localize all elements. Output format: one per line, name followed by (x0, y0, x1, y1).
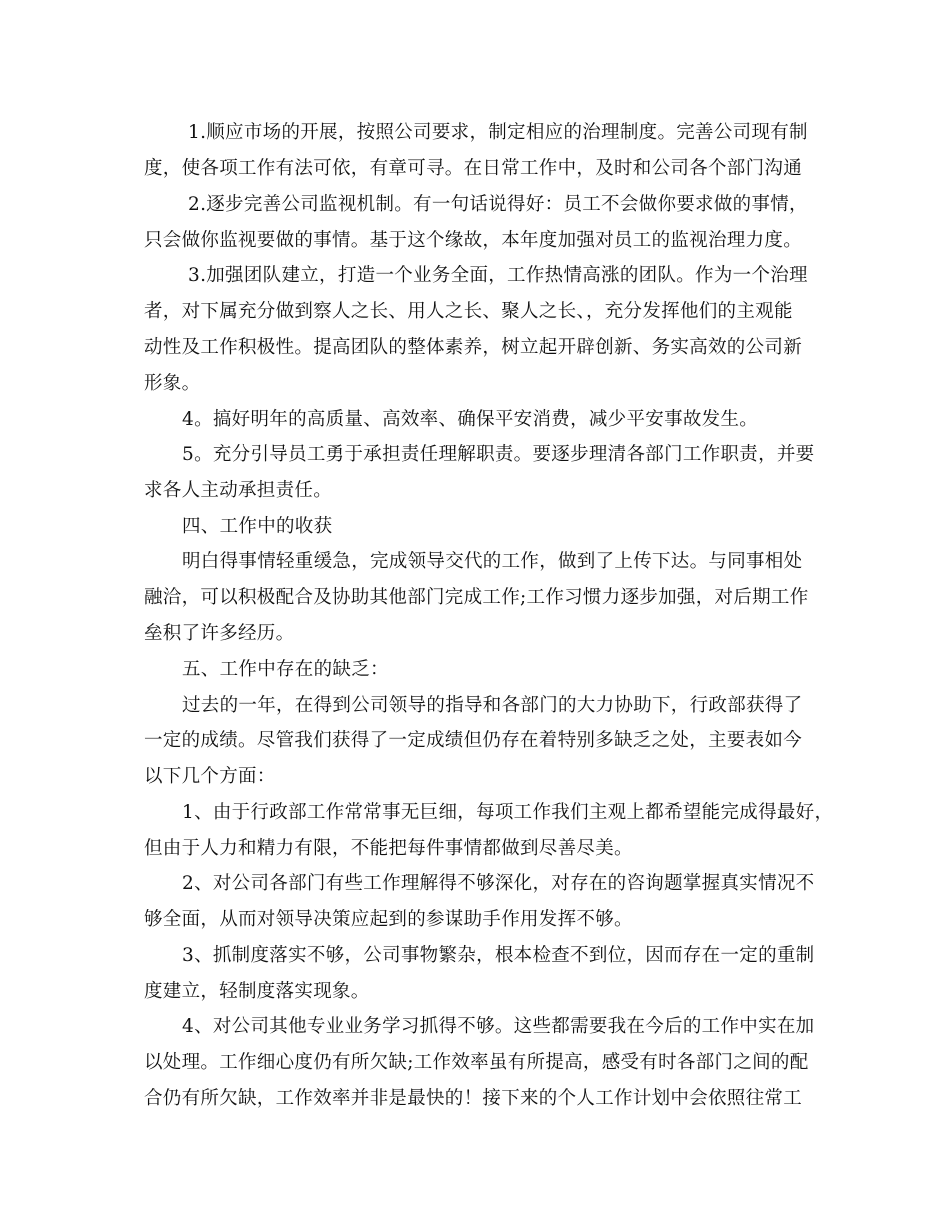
paragraph-6-line-3: 垒积了许多经历。 (144, 623, 295, 644)
paragraph-6-line-1: 明白得事情轻重缓急，完成领导交代的工作，做到了上传下达。与同事相处 (182, 551, 803, 572)
paragraph-9-line-1: 2、对公司各部门有些工作理解得不够深化，对存在的咨询题掌握真实情况不 (182, 873, 815, 894)
paragraph-10-line-2: 度建立，轻制度落实现象。 (144, 981, 370, 1002)
paragraph-6-line-2: 融洽，可以积极配合及协助其他部门完成工作;工作习惯力逐步加强，对后期工作 (144, 587, 809, 608)
paragraph-11-line-2: 以处理。工作细心度仍有所欠缺;工作效率虽有所提高，感受有时各部门之间的配 (144, 1052, 809, 1073)
paragraph-1-line-1: 1.顺应市场的开展，按照公司要求，制定相应的治理制度。完善公司现有制 (188, 122, 808, 143)
paragraph-3-line-4: 形象。 (144, 373, 201, 394)
paragraph-3-line-1: 3.加强团队建立，打造一个业务全面，工作热情高涨的团队。作为一个治理 (188, 265, 808, 286)
paragraph-3-line-2: 者，对下属充分做到察人之长、用人之长、聚人之长、，充分发挥他们的主观能 (144, 301, 793, 322)
paragraph-7-line-3: 以下几个方面： (144, 766, 276, 787)
section-heading-shortcomings: 五、工作中存在的缺乏： (182, 659, 389, 680)
paragraph-4-line-1: 4。搞好明年的高质量、高效率、确保平安消费，减少平安事故发生。 (182, 409, 759, 430)
paragraph-3-line-3: 动性及工作积极性。提高团队的整体素养，树立起开辟创新、务实高效的公司新 (144, 337, 803, 358)
paragraph-5-line-1: 5。充分引导员工勇于承担责任理解职责。要逐步理清各部门工作职责，并要 (182, 444, 815, 465)
paragraph-2-line-2: 只会做你监视要做的事情。基于这个缘故，本年度加强对员工的监视治理力度。 (144, 230, 803, 251)
paragraph-7-line-1: 过去的一年，在得到公司领导的指导和各部门的大力协助下，行政部获得了 (182, 695, 803, 716)
paragraph-10-line-1: 3、抓制度落实不够，公司事物繁杂，根本检查不到位，因而存在一定的重制 (182, 945, 815, 966)
paragraph-8-line-1: 1、由于行政部工作常常事无巨细，每项工作我们主观上都希望能完成得最好， (182, 802, 834, 823)
paragraph-5-line-2: 求各人主动承担责任。 (144, 480, 333, 501)
section-heading-gains: 四、工作中的收获 (182, 516, 333, 537)
paragraph-1-line-2: 度，使各项工作有法可依，有章可寻。在日常工作中，及时和公司各个部门沟通 (144, 158, 803, 179)
paragraph-7-line-2: 一定的成绩。尽管我们获得了一定成绩但仍存在着特别多缺乏之处，主要表如今 (144, 730, 803, 751)
paragraph-9-line-2: 够全面，从而对领导决策应起到的参谋助手作用发挥不够。 (144, 909, 633, 930)
paragraph-11-line-1: 4、对公司其他专业业务学习抓得不够。这些都需要我在今后的工作中实在加 (182, 1016, 815, 1037)
paragraph-11-line-3: 合仍有所欠缺，工作效率并非是最快的！接下来的个人工作计划中会依照往常工 (144, 1088, 803, 1109)
paragraph-2-line-1: 2.逐步完善公司监视机制。有一句话说得好：员工不会做你要求做的事情， (188, 194, 808, 215)
paragraph-8-line-2: 但由于人力和精力有限，不能把每件事情都做到尽善尽美。 (144, 838, 633, 859)
